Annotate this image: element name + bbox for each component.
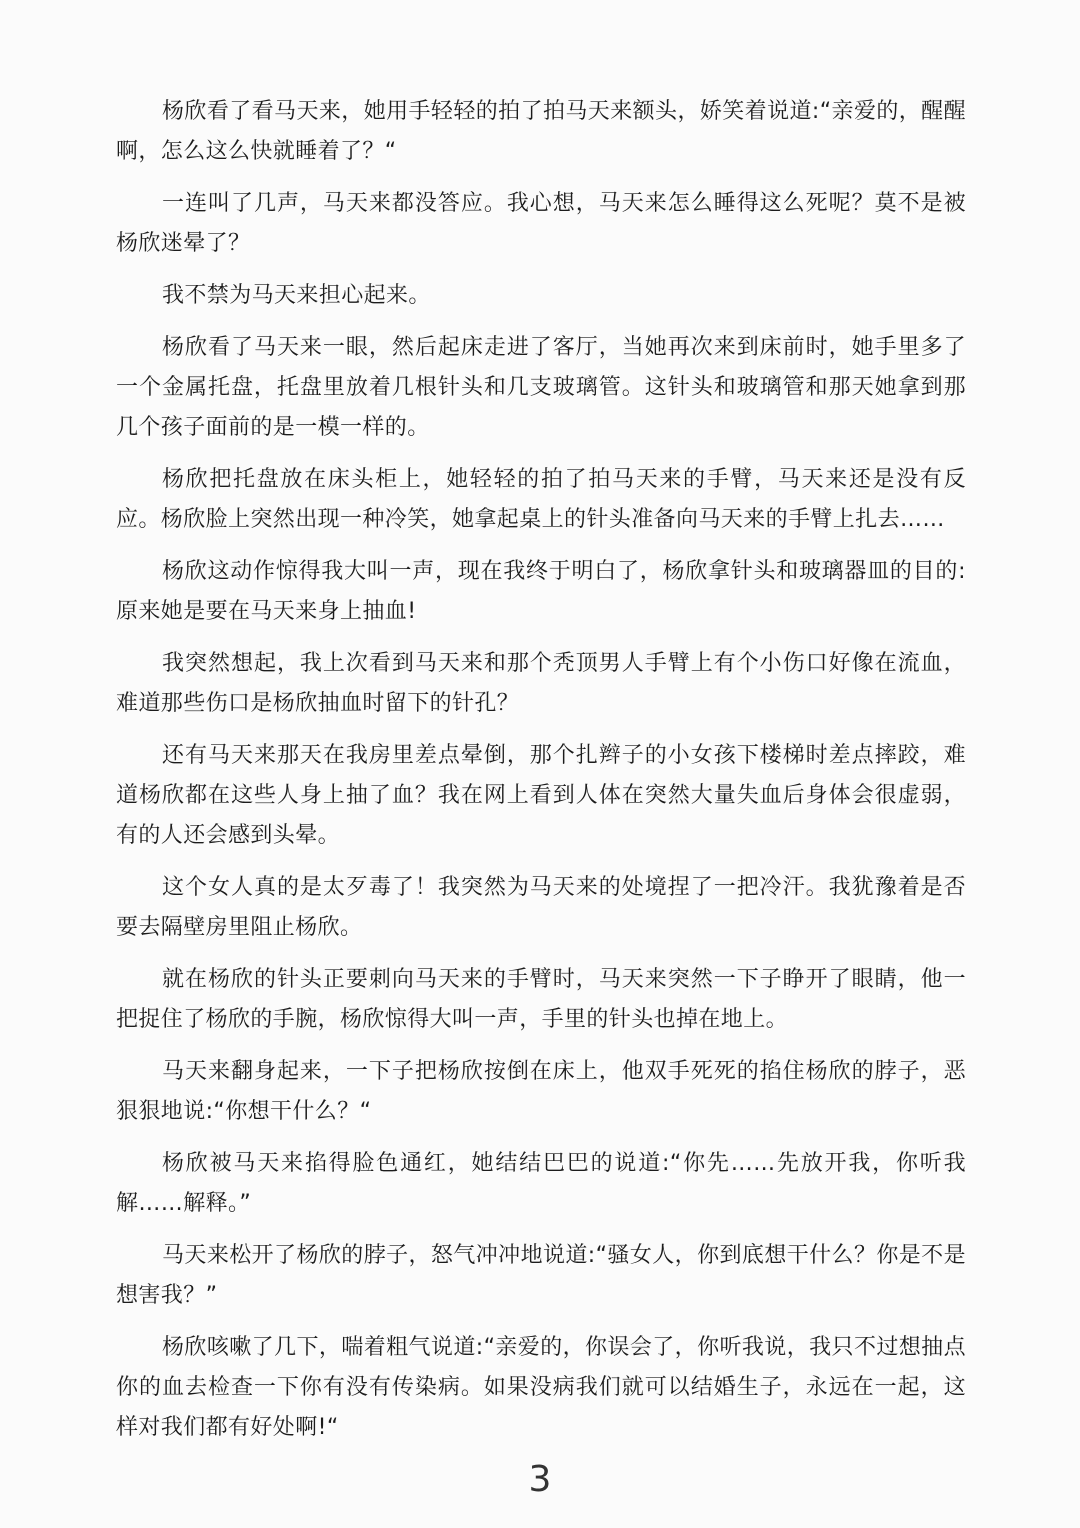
paragraph-2: 一连叫了几声，马天来都没答应。我心想，马天来怎么睡得这么死呢？莫不是被杨欣迷晕了？ <box>116 191 966 256</box>
paragraph-5: 杨欣把托盘放在床头柜上，她轻轻的拍了拍马天来的手臂，马天来还是没有反应。杨欣脸上突然出现一种冷笑，她拿起桌上的针头准备向马天来的手臂上扎去…… <box>116 467 966 532</box>
paragraph-6: 杨欣这动作惊得我大叫一声，现在我终于明白了，杨欣拿针头和玻璃器皿的目的:原来她是要在马天来身上抽血! <box>116 559 966 624</box>
paragraph-9: 这个女人真的是太歹毒了！我突然为马天来的处境捏了一把冷汗。我犹豫着是否要去隔壁房里阻止杨欣。 <box>116 875 966 940</box>
paragraph-13: 马天来松开了杨欣的脖子，怒气冲冲地说道:“骚女人，你到底想干什么？你是不是想害我？” <box>116 1243 966 1308</box>
paragraph-8: 还有马天来那天在我房里差点晕倒，那个扎辫子的小女孩下楼梯时差点摔跤，难道杨欣都在这些人身上抽了血？我在网上看到人体在突然大量失血后身体会很虚弱，有的人还会感到头晕。 <box>116 743 966 848</box>
paragraph-14: 杨欣咳嗽了几下，喘着粗气说道:“亲爱的，你误会了，你听我说，我只不过想抽点你的血去检查一下你有没有传染病。如果没病我们就可以结婚生子，永远在一起，这样对我们都有好处啊!“ <box>116 1335 966 1440</box>
paragraph-7: 我突然想起，我上次看到马天来和那个秃顶男人手臂上有个小伤口好像在流血，难道那些伤口是杨欣抽血时留下的针孔？ <box>116 651 966 716</box>
paragraph-11: 马天来翻身起来，一下子把杨欣按倒在床上，他双手死死的掐住杨欣的脖子，恶狠狠地说:“你想干什么？“ <box>116 1059 966 1124</box>
document-body <box>116 92 966 1460</box>
paragraph-10: 就在杨欣的针头正要刺向马天来的手臂时，马天来突然一下子睁开了眼睛，他一把捉住了杨欣的手腕，杨欣惊得大叫一声，手里的针头也掉在地上。 <box>116 967 966 1032</box>
page-number: 3 <box>528 1459 552 1500</box>
paragraph-4: 杨欣看了马天来一眼，然后起床走进了客厅，当她再次来到床前时，她手里多了一个金属托盘，托盘里放着几根针头和几支玻璃管。这针头和玻璃管和那天她拿到那几个孩子面前的是一模一样的。 <box>116 335 966 440</box>
paragraph-1: 杨欣看了看马天来，她用手轻轻的拍了拍马天来额头，娇笑着说道:“亲爱的，醒醒啊，怎么这么快就睡着了？“ <box>116 99 966 164</box>
paragraph-3: 我不禁为马天来担心起来。 <box>162 283 431 308</box>
paragraph-12: 杨欣被马天来掐得脸色通红，她结结巴巴的说道:“你先……先放开我，你听我解……解释。” <box>116 1151 966 1216</box>
